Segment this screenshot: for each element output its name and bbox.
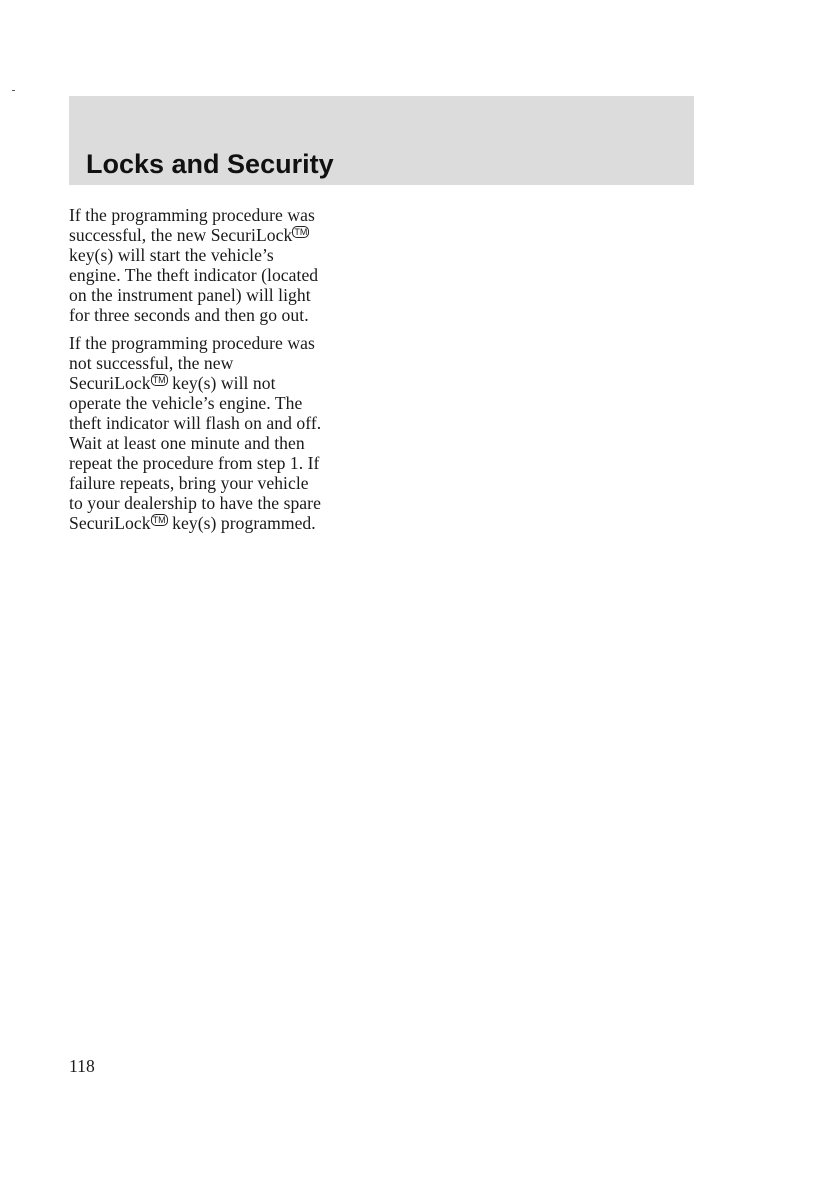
corner-crop-mark — [12, 90, 15, 91]
text-line: failure repeats, bring your vehicle — [69, 473, 309, 494]
text-line: not successful, the new — [69, 352, 234, 373]
text-line: Wait at least one minute and then — [69, 433, 305, 454]
section-header-band — [69, 96, 694, 185]
text-line: theft indicator will flash on and off. — [69, 412, 322, 433]
text-line: engine. The theft indicator (located — [69, 265, 319, 286]
trademark-icon: TM — [294, 227, 308, 238]
text-line: key(s) will start the vehicle’s — [69, 245, 274, 266]
text-fragment: key(s) programmed. — [172, 513, 316, 534]
text-line: on the instrument panel) will light — [69, 285, 311, 306]
text-fragment: successful, the new SecuriLock — [69, 225, 293, 246]
paragraph-programming-success — [69, 205, 379, 326]
section-title: Locks and Security — [86, 149, 334, 179]
text-line: to your dealership to have the spare — [69, 493, 321, 514]
text-line: for three seconds and then go out. — [69, 305, 309, 326]
text-line — [69, 513, 379, 533]
text-line: repeat the procedure from step 1. If — [69, 453, 320, 474]
text-line — [69, 373, 379, 393]
page-number: 118 — [69, 1056, 95, 1076]
text-line: If the programming procedure was — [69, 205, 315, 225]
trademark-icon: TM — [152, 515, 166, 526]
text-line: If the programming procedure was — [69, 332, 315, 353]
text-line — [69, 225, 379, 245]
text-fragment: key(s) will not — [172, 372, 276, 393]
paragraph-programming-failure — [69, 333, 379, 534]
body-text — [69, 205, 379, 541]
text-line: operate the vehicle’s engine. The — [69, 392, 303, 413]
text-fragment: SecuriLock — [69, 513, 151, 534]
trademark-icon: TM — [152, 374, 166, 385]
text-fragment: SecuriLock — [69, 372, 151, 393]
